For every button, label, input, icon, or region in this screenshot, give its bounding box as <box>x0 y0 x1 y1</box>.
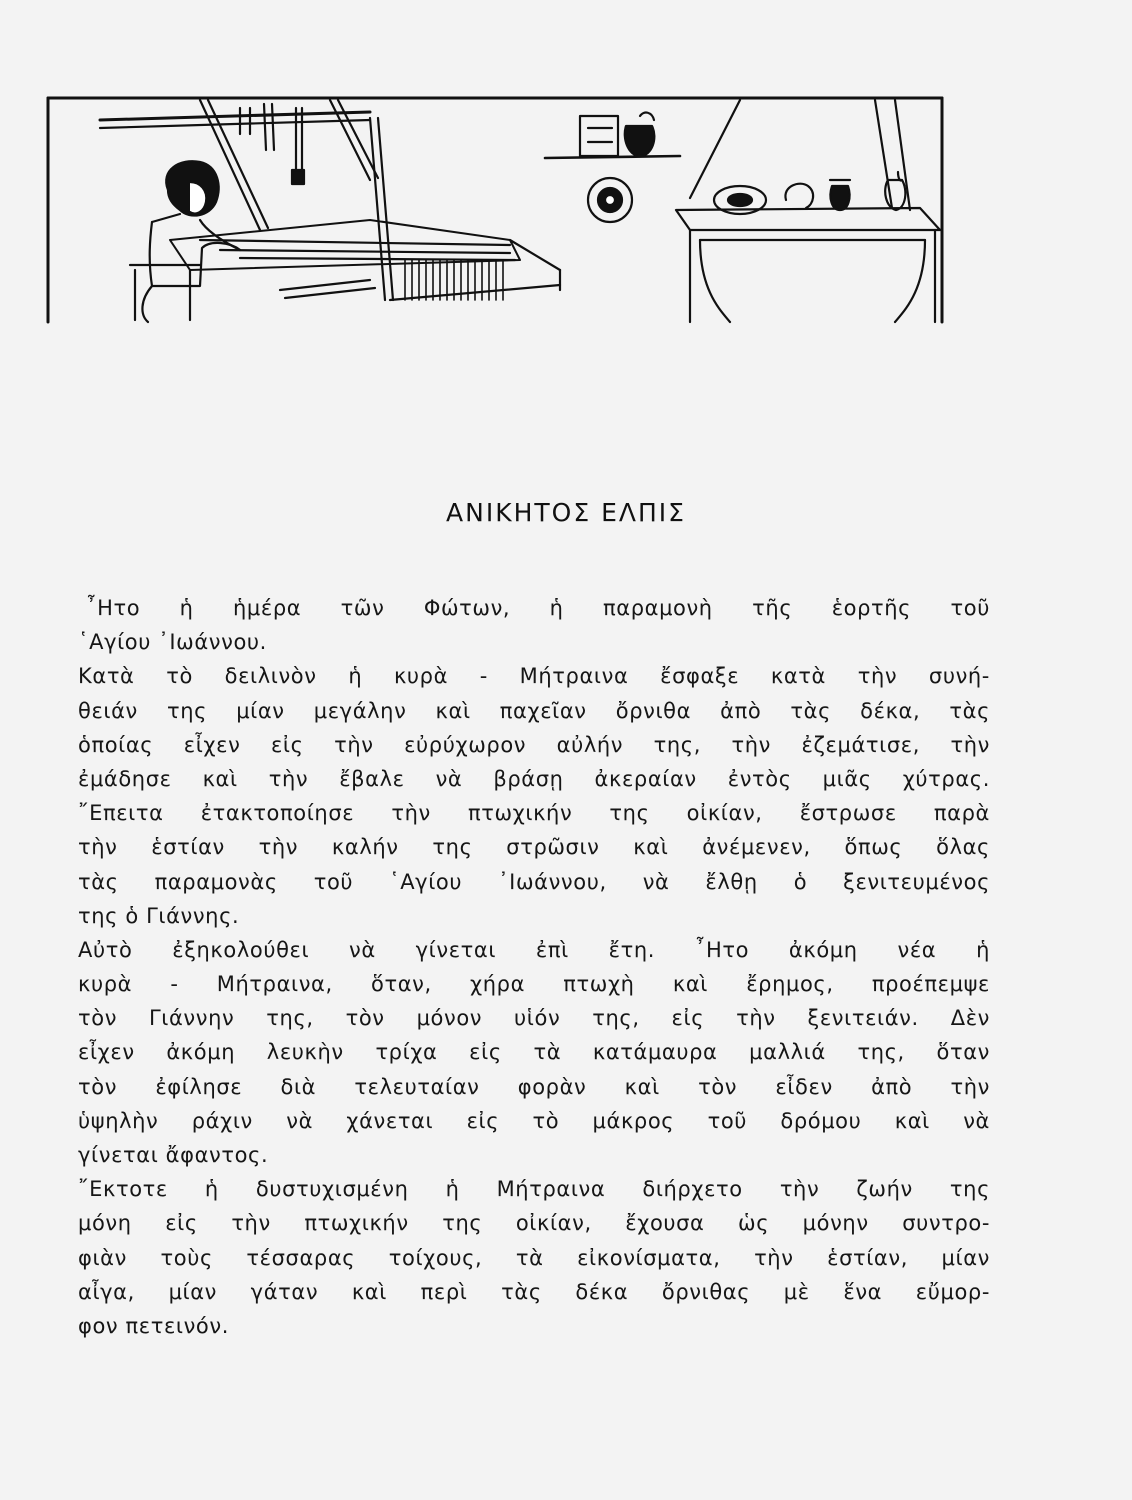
text-line: τὸν ἐφίλησε διὰ τελευταίαν φορὰν καὶ τὸν εἶδεν ἀπὸ τὴν <box>78 1074 990 1099</box>
text-line: ἐμάδησε καὶ τὴν ἔβαλε νὰ βράσῃ ἀκεραίαν ἐντὸς μιᾶς χύτρας. <box>78 766 990 791</box>
text-line: ῎Εκτοτε ἡ δυστυχισμένη ἡ Μήτραινα διήρχετο τὴν ζωήν της <box>78 1177 990 1202</box>
text-line: θειάν της μίαν μεγάλην καὶ παχεῖαν ὄρνιθα ἀπὸ τὰς δέκα, τὰς <box>78 698 990 723</box>
text-line: ῏Ητο ἡ ἡμέρα τῶν Φώτων, ἡ παραμονὴ τῆς ἑορτῆς τοῦ <box>86 596 990 620</box>
text-line: τὴν ἑστίαν τὴν καλήν της στρῶσιν καὶ ἀνέμενεν, ὅπως ὅλας <box>78 835 990 860</box>
wall-plate-icon <box>588 178 632 222</box>
fireplace-icon <box>676 100 940 322</box>
text-line: εἶχεν ἀκόμη λευκὴν τρίχα εἰς τὰ κατάμαυρα μαλλιά της, ὅταν <box>78 1040 990 1065</box>
text-line: κυρὰ - Μήτραινα, ὅταν, χήρα πτωχὴ καὶ ἔρημος, προέπεμψε <box>78 972 990 997</box>
text-line: τὸν Γιάννην της, τὸν μόνον υἱόν της, εἰς τὴν ξενιτειάν. Δὲν <box>78 1006 990 1031</box>
text-line: ῾Αγίου ᾿Ιωάννου. <box>78 630 267 655</box>
text-line: τὰς παραμονὰς τοῦ ῾Αγίου ᾿Ιωάννου, νὰ ἔλθῃ ὁ ξενιτευμένος <box>78 869 990 894</box>
text-line: Κατὰ τὸ δειλινὸν ἡ κυρὰ - Μήτραινα ἔσφαξε κατὰ τὴν συνή- <box>78 664 990 689</box>
article-body <box>78 591 990 1343</box>
weaving-room-illustration-icon <box>40 90 950 330</box>
text-line: φιὰν τοὺς τέσσαρας τοίχους, τὰ εἰκονίσματα, τὴν ἑστίαν, μίαν <box>78 1245 990 1270</box>
page-title: ΑΝΙΚΗΤΟΣ ΕΛΠΙΣ <box>446 498 686 527</box>
text-line: φον πετεινόν. <box>78 1313 229 1338</box>
text-line: ὁποίας εἶχεν εἰς τὴν εὐρύχωρον αὐλήν της, τὴν ἐζεμάτισε, τὴν <box>78 732 990 757</box>
text-line: γίνεται ἄφαντος. <box>78 1143 269 1167</box>
text-line: ὑψηλὴν ράχιν νὰ χάνεται εἰς τὸ μάκρος τοῦ δρόμου καὶ νὰ <box>78 1108 990 1133</box>
text-line: ῎Επειτα ἐτακτοποίησε τὴν πτωχικήν της οἰκίαν, ἔστρωσε παρὰ <box>78 801 990 826</box>
text-line: μόνη εἰς τὴν πτωχικήν της οἰκίαν, ἔχουσα ὡς μόνην συντρο- <box>78 1211 990 1236</box>
text-line: της ὁ Γιάννης. <box>78 903 240 928</box>
text-line: Αὐτὸ ἐξηκολούθει νὰ γίνεται ἐπὶ ἔτη. ῏Ητο ἀκόμη νέα ἡ <box>78 937 990 962</box>
shelf-pottery-icon <box>545 113 680 158</box>
text-line: αἶγα, μίαν γάταν καὶ περὶ τὰς δέκα ὄρνιθας μὲ ἕνα εὔμορ- <box>78 1279 990 1304</box>
weaver-woman-icon <box>142 161 240 322</box>
